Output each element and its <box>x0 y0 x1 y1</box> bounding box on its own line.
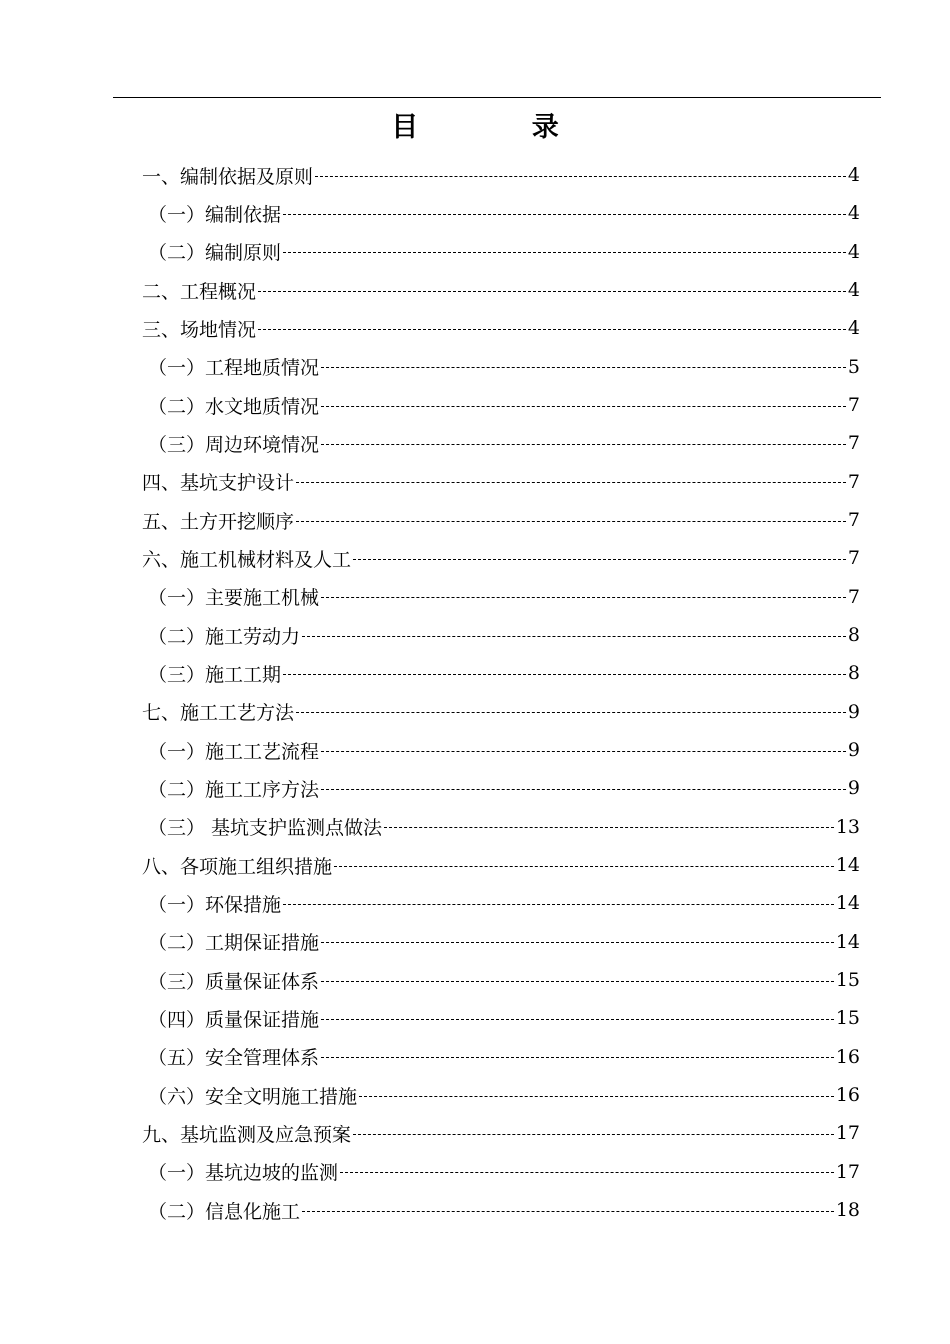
toc-entry-page: 7 <box>847 509 860 532</box>
toc-entry-label: 九、基坑监测及应急预案 <box>142 1123 352 1146</box>
toc-entry-label: 八、各项施工组织措施 <box>142 855 333 878</box>
toc-entry-page: 7 <box>847 547 860 570</box>
toc-leader <box>384 827 834 828</box>
toc-entry[interactable] <box>142 999 860 1037</box>
toc-entry-page: 5 <box>847 355 860 378</box>
toc-entry-label: 四、基坑支护设计 <box>142 472 295 495</box>
toc-leader <box>283 904 834 905</box>
toc-entry-page: 4 <box>847 317 860 340</box>
toc-entry[interactable] <box>142 348 860 386</box>
toc-leader <box>359 1096 834 1097</box>
header-rule <box>113 97 881 98</box>
toc-leader <box>283 252 846 253</box>
toc-leader <box>296 482 846 483</box>
toc-leader <box>321 981 834 982</box>
toc-leader <box>283 214 846 215</box>
toc-entry-page: 17 <box>835 1122 860 1145</box>
toc-entry-label: （一）编制依据 <box>148 203 282 226</box>
toc-entry-label: 三、场地情况 <box>142 318 257 341</box>
toc-leader <box>296 712 846 713</box>
toc-entry-page: 8 <box>847 662 860 685</box>
toc-leader <box>321 789 846 790</box>
toc-entry-page: 7 <box>847 394 860 417</box>
toc-entry-label: （六）安全文明施工措施 <box>148 1085 358 1108</box>
toc-entry[interactable] <box>142 501 860 539</box>
toc-entry[interactable] <box>142 1114 860 1152</box>
toc-entry-label: （三）质量保证体系 <box>148 970 320 993</box>
toc-entry-label: （三）周边环境情况 <box>148 433 320 456</box>
toc-entry[interactable] <box>142 424 860 462</box>
toc-leader <box>283 674 846 675</box>
toc-entry-label: （一）施工工艺流程 <box>148 740 320 763</box>
toc-entry[interactable] <box>142 539 860 577</box>
toc-entry-label: （二）水文地质情况 <box>148 395 320 418</box>
toc-entry[interactable] <box>142 578 860 616</box>
toc-entry[interactable] <box>142 923 860 961</box>
toc-entry[interactable] <box>142 194 860 232</box>
toc-entry-page: 9 <box>847 700 860 723</box>
toc-entry[interactable] <box>142 1038 860 1076</box>
toc-leader <box>258 291 846 292</box>
toc-entry-label: （五）安全管理体系 <box>148 1047 320 1070</box>
toc-leader <box>321 1057 834 1058</box>
toc-leader <box>353 1134 834 1135</box>
toc-leader <box>321 1019 834 1020</box>
toc-entry[interactable] <box>142 769 860 807</box>
toc-leader <box>315 176 846 177</box>
toc-entry-page: 9 <box>847 777 860 800</box>
toc-entry-label: （四）质量保证措施 <box>148 1008 320 1031</box>
toc-entry[interactable] <box>142 846 860 884</box>
toc-entry-page: 13 <box>835 815 860 838</box>
toc-entry-page: 4 <box>847 202 860 225</box>
toc-entry-page: 7 <box>847 585 860 608</box>
toc-list <box>142 156 860 1229</box>
toc-leader <box>340 1172 834 1173</box>
toc-entry-label: （二）信息化施工 <box>148 1200 301 1223</box>
toc-entry-label: 五、土方开挖顺序 <box>142 510 295 533</box>
toc-entry-page: 14 <box>835 930 860 953</box>
toc-leader <box>302 1211 834 1212</box>
toc-entry-page: 17 <box>835 1160 860 1183</box>
toc-entry-label: （三）施工工期 <box>148 663 282 686</box>
toc-entry-label: （一）环保措施 <box>148 893 282 916</box>
toc-entry[interactable] <box>142 463 860 501</box>
toc-entry-page: 18 <box>835 1199 860 1222</box>
toc-entry[interactable] <box>142 309 860 347</box>
toc-entry[interactable] <box>142 156 860 194</box>
toc-leader <box>353 559 846 560</box>
toc-entry[interactable] <box>142 884 860 922</box>
toc-entry-page: 4 <box>847 164 860 187</box>
toc-entry-page: 14 <box>835 854 860 877</box>
toc-entry-page: 16 <box>835 1084 860 1107</box>
toc-entry[interactable] <box>142 731 860 769</box>
toc-entry-label: （一）主要施工机械 <box>148 587 320 610</box>
toc-entry-label: （一）工程地质情况 <box>148 357 320 380</box>
toc-leader <box>321 406 846 407</box>
toc-entry[interactable] <box>142 386 860 424</box>
toc-entry[interactable] <box>142 808 860 846</box>
toc-leader <box>334 866 834 867</box>
toc-entry-page: 16 <box>835 1045 860 1068</box>
toc-entry-label: （二）施工工序方法 <box>148 778 320 801</box>
toc-entry[interactable] <box>142 654 860 692</box>
toc-entry-label: 六、施工机械材料及人工 <box>142 548 352 571</box>
toc-leader <box>302 636 846 637</box>
toc-entry-page: 7 <box>847 432 860 455</box>
toc-entry-page: 15 <box>835 1007 860 1030</box>
toc-entry-page: 4 <box>847 240 860 263</box>
toc-entry-page: 4 <box>847 279 860 302</box>
toc-entry-label: （二）工期保证措施 <box>148 932 320 955</box>
toc-leader <box>321 751 846 752</box>
toc-entry[interactable] <box>142 233 860 271</box>
toc-entry-label: （二）施工劳动力 <box>148 625 301 648</box>
toc-entry[interactable] <box>142 693 860 731</box>
toc-entry-label: 一、编制依据及原则 <box>142 165 314 188</box>
toc-entry-label: （二）编制原则 <box>148 242 282 265</box>
toc-entry-label: 七、施工工艺方法 <box>142 702 295 725</box>
toc-entry[interactable] <box>142 1153 860 1191</box>
toc-leader <box>258 329 846 330</box>
toc-title: 目 录 <box>391 112 611 143</box>
toc-leader <box>321 367 846 368</box>
toc-entry-page: 8 <box>847 624 860 647</box>
toc-leader <box>321 444 846 445</box>
toc-leader <box>296 521 846 522</box>
toc-entry-label: （一）基坑边坡的监测 <box>148 1162 339 1185</box>
toc-entry[interactable] <box>142 271 860 309</box>
toc-entry[interactable] <box>142 961 860 999</box>
toc-entry-page: 15 <box>835 969 860 992</box>
toc-leader <box>321 942 834 943</box>
toc-entry-page: 9 <box>847 739 860 762</box>
toc-entry-label: 二、工程概况 <box>142 280 257 303</box>
toc-leader <box>321 597 846 598</box>
toc-entry[interactable] <box>142 1076 860 1114</box>
toc-entry-page: 7 <box>847 470 860 493</box>
toc-entry[interactable] <box>142 616 860 654</box>
toc-entry[interactable] <box>142 1191 860 1229</box>
toc-entry-label: （三） 基坑支护监测点做法 <box>148 817 383 840</box>
toc-entry-page: 14 <box>835 892 860 915</box>
